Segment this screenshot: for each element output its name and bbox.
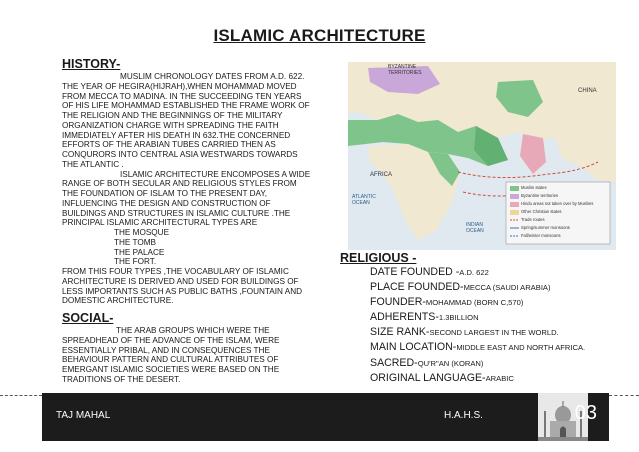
text-line: ISLAMIC ARCHITECTURE ENCOMPOSES A WIDE — [120, 169, 311, 179]
text-line: INFLUENCING THE DESIGN AND CONSTRUCTION OF — [62, 198, 271, 208]
text-line: EFFORTS OF THE ARABIAN TUBES CARRIED THEN AS — [62, 140, 276, 150]
text-line: MUSLIM CHRONOLOGY DATES FROM A.D. 622. — [120, 72, 305, 81]
text-line: ARCHITECTURE IS DERIVED AND USED FOR BUILDINGS OF — [62, 276, 299, 286]
religious-facts — [370, 265, 585, 386]
fact-main-location: MAIN LOCATION-MIDDLE EAST AND NORTH AFRICA. — [370, 341, 586, 354]
text-line: TRADITIONS OF THE DESERT. — [62, 374, 181, 384]
social-text — [62, 326, 279, 385]
text-line: BUILDINGS AND STRUCTURES IN ISLAMIC CULTURE .THE — [62, 208, 291, 218]
footer-center-text: H.A.H.S. — [444, 410, 483, 421]
text-line: DOMESTIC ARCHITECTURE. — [62, 296, 174, 306]
text-line: ESSENTIALLY PRIBAL, AND IN CONSEQUENCES THE — [62, 345, 270, 355]
text-line: THE ATLANTIC . — [62, 159, 124, 169]
text-line: PRINCIPAL ISLAMIC ARCHITECTURAL TYPES ARE — [62, 218, 258, 228]
text-line: RANGE OF BOTH SECULAR AND RELIGIOUS STYLES FROM — [62, 179, 297, 189]
map-label-africa: AFRICA — [370, 172, 393, 178]
fact-date-founded: DATE FOUNDED -A.D. 622 — [370, 266, 489, 278]
text-line: SPREADHEAD OF THE ADVANCE OF THE ISLAM, WERE — [62, 335, 280, 345]
page-title: ISLAMIC ARCHITECTURE — [213, 26, 426, 45]
fact-adherents: ADHERENTS-1.3BILLION — [370, 311, 479, 324]
footer-left-text: TAJ MAHAL — [56, 410, 111, 421]
legend-item: Hindu areas not taken over by Muslims — [521, 201, 594, 206]
legend-item: Trade routes — [521, 217, 545, 222]
type-item-fort: THE FORT. — [114, 257, 157, 267]
text-line: LESS IMPORTANTS SUCH AS PUBLIC BATHS ,FOUNTAIN AND — [62, 286, 303, 296]
fact-sacred: SACRED-QU'R"AN (KORAN) — [370, 356, 484, 369]
type-item-mosque: THE MOSQUE — [114, 228, 170, 237]
legend-item: Muslim states — [521, 185, 547, 190]
text-line: OF HIS LIFE MOHAMMAD ESTABLISHED THE FRAME WORK OF — [62, 101, 310, 111]
map-legend — [521, 184, 593, 240]
text-line: THE RELIGION AND THE BEGINNINGS OF THE MILITARY — [62, 111, 283, 120]
legend-item: Other Christian states — [521, 209, 562, 214]
text-line: THE FOUNDATION OF ISLAM TO THE PRESENT DAY, — [62, 189, 268, 198]
fact-original-language: ORIGINAL LANGUAGE-ARABIC — [370, 371, 514, 384]
page-number: 03 — [574, 402, 597, 424]
type-item-tomb: THE TOMB — [114, 237, 157, 247]
map-label-china: CHINA — [578, 88, 597, 94]
islamic-spread-map — [348, 62, 616, 250]
legend-item: Spring/summer monsoons — [521, 225, 570, 230]
text-line: EMERGANT ISLAMIC SOCIETIES WERE BASED ON THE — [62, 365, 280, 374]
fact-size-rank: SIZE RANK-SECOND LARGEST IN THE WORLD. — [370, 326, 559, 339]
religious-heading: RELIGIOUS - — [340, 251, 417, 265]
text-line: THE YEAR OF HEGIRA(HIJRAH),WHEN MOHAMMAD MOVED — [62, 81, 297, 91]
text-line: IMMEDIATELY AFTER HIS DEATH IN 632.THE CONCERNED — [62, 130, 291, 140]
history-heading: HISTORY- — [62, 57, 121, 71]
map-label-byzantine: BYZANTINE TERRITORIES — [388, 64, 422, 76]
fact-place-founded: PLACE FOUNDED-MECCA (SAUDI ARABIA) — [370, 281, 551, 294]
text-line: THE ARAB GROUPS WHICH WERE THE — [116, 326, 270, 335]
map-label-atlantic: ATLANTIC OCEAN — [352, 194, 376, 206]
text-line: CONQURORS INTO CENTRAL ASIA WESTWARDS TOWARDS — [62, 150, 298, 159]
text-line: FROM MECCA TO MADINA. IN THE SUCCEEDING TEN YEARS — [62, 91, 302, 101]
text-line: BEHAVIOUR PATTERN AND CULTURAL ATTRIBUTES OF — [62, 355, 279, 365]
legend-item: Byzantine territories — [521, 193, 559, 198]
fact-founder: FOUNDER-MOHAMMAD (BORN C,570) — [370, 296, 524, 309]
text-line: ORGANIZATION CHARGE WITH SPREADING THE FAITH — [62, 120, 279, 130]
social-heading: SOCIAL- — [62, 311, 114, 325]
type-item-palace: THE PALACE — [114, 247, 165, 257]
footer-dash-right — [609, 395, 639, 396]
footer-bar — [42, 393, 609, 441]
map-label-indian: INDIAN OCEAN — [466, 222, 484, 234]
footer-dash-left — [0, 395, 42, 396]
text-line: FROM THIS FOUR TYPES ,THE VOCABULARY OF ISLAMIC — [62, 267, 289, 276]
history-text — [62, 72, 310, 306]
legend-item: Fall/winter monsoons — [521, 233, 561, 238]
